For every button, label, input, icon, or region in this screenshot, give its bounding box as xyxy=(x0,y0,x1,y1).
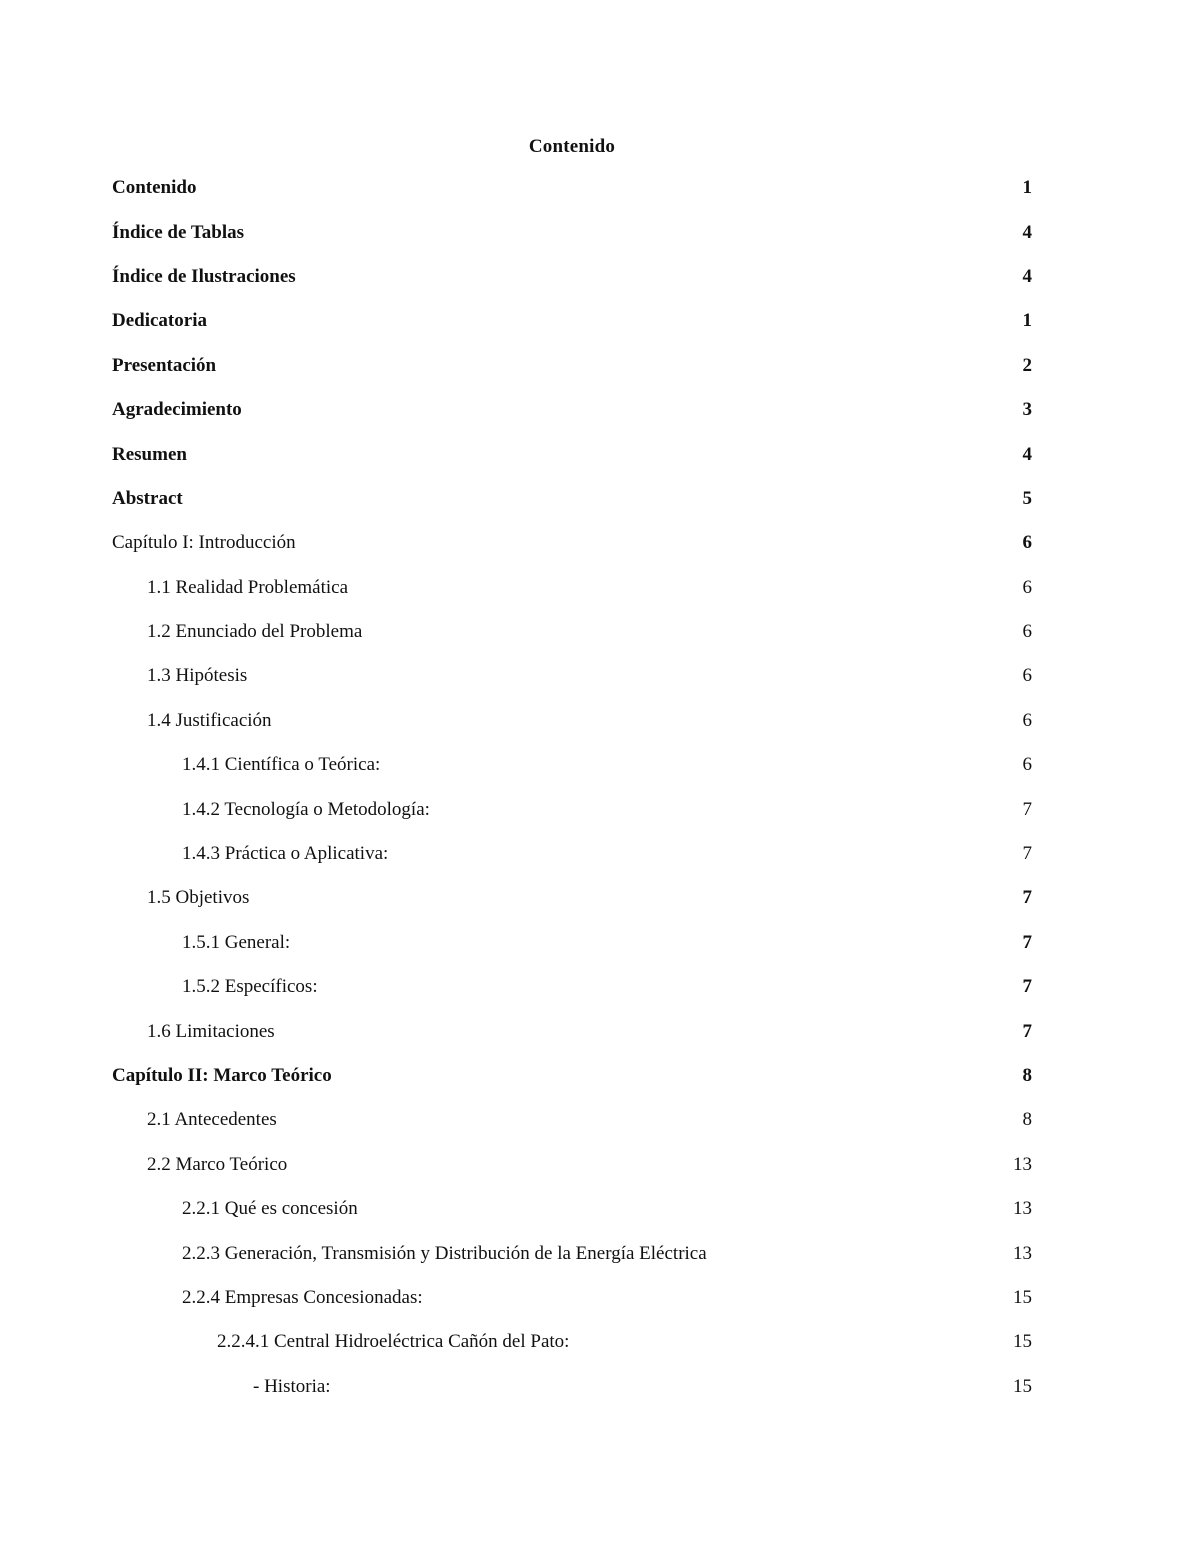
toc-entry-label: 1.4.1 Científica o Teórica: xyxy=(182,754,381,776)
toc-entry-page: 6 xyxy=(1022,576,1032,598)
toc-entry-page: 7 xyxy=(1022,1020,1032,1042)
toc-entry-label: Abstract xyxy=(112,487,183,509)
toc-entry-2-2-4-1[interactable] xyxy=(112,1320,1032,1364)
toc-entry-2-2-3[interactable] xyxy=(112,1231,1032,1275)
toc-entry-page: 13 xyxy=(1013,1153,1032,1175)
page-title: Contenido xyxy=(528,136,616,157)
toc-entry-page: 7 xyxy=(1022,843,1032,865)
toc-entry-page: 5 xyxy=(1022,487,1032,509)
toc-entry-label: Presentación xyxy=(112,354,217,376)
toc-entry-label: 1.3 Hipótesis xyxy=(147,665,248,687)
toc-entry-label: Capítulo II: Marco Teórico xyxy=(112,1065,332,1086)
toc-entry-page: 2 xyxy=(1022,354,1032,376)
toc-entry-page: 4 xyxy=(1022,221,1032,243)
toc-entry-2-2[interactable] xyxy=(112,1143,1032,1187)
toc-entry-2-1[interactable] xyxy=(112,1098,1032,1142)
toc-entry-page: 6 xyxy=(1022,665,1032,687)
toc-entry-label: 2.2.3 Generación, Transmisión y Distribución de la Energía Eléctrica xyxy=(182,1242,707,1264)
toc-entry-label: Dedicatoria xyxy=(112,310,207,332)
toc-entry-historia[interactable] xyxy=(112,1365,1032,1409)
toc-entry-dedicatoria[interactable] xyxy=(112,299,1032,343)
toc-entry-label: 2.2.4.1 Central Hidroeléctrica Cañón del Pato: xyxy=(217,1331,570,1353)
toc-entry-label: Índice de Tablas xyxy=(112,221,244,243)
toc-entry-page: 6 xyxy=(1022,709,1032,731)
toc-entry-1-5-1[interactable] xyxy=(112,921,1032,965)
toc-entry-label: 1.5.1 General: xyxy=(182,931,291,953)
toc-entry-page: 15 xyxy=(1013,1331,1032,1353)
toc-entry-1-4-3[interactable] xyxy=(112,832,1032,876)
toc-entry-1-4-2[interactable] xyxy=(112,787,1032,831)
toc-entry-label: - Historia: xyxy=(253,1375,331,1397)
toc-entry-page: 3 xyxy=(1022,399,1032,421)
toc-entry-capitulo-2[interactable] xyxy=(112,1054,1032,1098)
toc-entry-label: 2.2.1 Qué es concesión xyxy=(182,1198,358,1220)
toc-entry-page: 1 xyxy=(1022,310,1032,332)
toc-entry-label: Resumen xyxy=(112,443,187,465)
toc-entry-page: 7 xyxy=(1022,976,1032,998)
toc-entry-1-5-2[interactable] xyxy=(112,965,1032,1009)
toc-entry-indice-tablas[interactable] xyxy=(112,210,1032,254)
toc-entry-1-4[interactable] xyxy=(112,699,1032,743)
toc-entry-page: 7 xyxy=(1022,887,1032,909)
toc-entry-page: 15 xyxy=(1013,1375,1032,1397)
toc-entry-2-2-1[interactable] xyxy=(112,1187,1032,1231)
toc-entry-label: Índice de Ilustraciones xyxy=(112,265,296,287)
toc-entry-page: 15 xyxy=(1013,1286,1032,1308)
toc-entry-label: 1.6 Limitaciones xyxy=(147,1020,275,1042)
toc-entry-page: 7 xyxy=(1022,931,1032,953)
toc-entry-page: 1 xyxy=(1022,177,1032,199)
toc-entry-1-4-1[interactable] xyxy=(112,743,1032,787)
toc-entry-resumen[interactable] xyxy=(112,432,1032,476)
table-of-contents xyxy=(112,166,1032,1409)
toc-entry-label: 2.1 Antecedentes xyxy=(147,1109,277,1131)
toc-entry-capitulo-1[interactable] xyxy=(112,521,1032,565)
toc-entry-1-1[interactable] xyxy=(112,566,1032,610)
toc-entry-label: 1.4 Justificación xyxy=(147,709,272,731)
toc-entry-1-5[interactable] xyxy=(112,876,1032,920)
toc-entry-presentacion[interactable] xyxy=(112,344,1032,388)
toc-entry-contenido[interactable] xyxy=(112,166,1032,210)
toc-entry-label: 1.1 Realidad Problemática xyxy=(147,576,349,598)
toc-entry-page: 7 xyxy=(1022,798,1032,820)
toc-entry-label: 2.2.4 Empresas Concesionadas: xyxy=(182,1286,423,1308)
toc-entry-label: Agradecimiento xyxy=(112,399,242,421)
toc-entry-1-2[interactable] xyxy=(112,610,1032,654)
toc-entry-page: 6 xyxy=(1022,532,1032,554)
toc-entry-page: 6 xyxy=(1022,754,1032,776)
toc-entry-indice-ilustraciones[interactable] xyxy=(112,255,1032,299)
toc-entry-label: Contenido xyxy=(112,177,197,199)
toc-entry-1-3[interactable] xyxy=(112,654,1032,698)
toc-entry-label: 1.2 Enunciado del Problema xyxy=(147,621,363,643)
toc-entry-1-6[interactable] xyxy=(112,1009,1032,1053)
toc-entry-label: 1.4.3 Práctica o Aplicativa: xyxy=(182,843,389,865)
toc-entry-label: 1.4.2 Tecnología o Metodología: xyxy=(182,798,430,820)
toc-entry-page: 4 xyxy=(1022,265,1032,287)
toc-entry-page: 13 xyxy=(1013,1242,1032,1264)
toc-entry-page: 4 xyxy=(1022,443,1032,465)
toc-entry-2-2-4[interactable] xyxy=(112,1276,1032,1320)
toc-entry-page: 6 xyxy=(1022,621,1032,643)
toc-entry-page: 13 xyxy=(1013,1198,1032,1220)
toc-entry-label: 1.5.2 Específicos: xyxy=(182,976,318,998)
toc-entry-abstract[interactable] xyxy=(112,477,1032,521)
toc-entry-page: 8 xyxy=(1022,1065,1032,1086)
toc-entry-agradecimiento[interactable] xyxy=(112,388,1032,432)
toc-entry-label: Capítulo I: Introducción xyxy=(112,532,296,554)
toc-entry-page: 8 xyxy=(1022,1109,1032,1131)
toc-entry-label: 2.2 Marco Teórico xyxy=(147,1153,288,1175)
toc-entry-label: 1.5 Objetivos xyxy=(147,887,250,909)
